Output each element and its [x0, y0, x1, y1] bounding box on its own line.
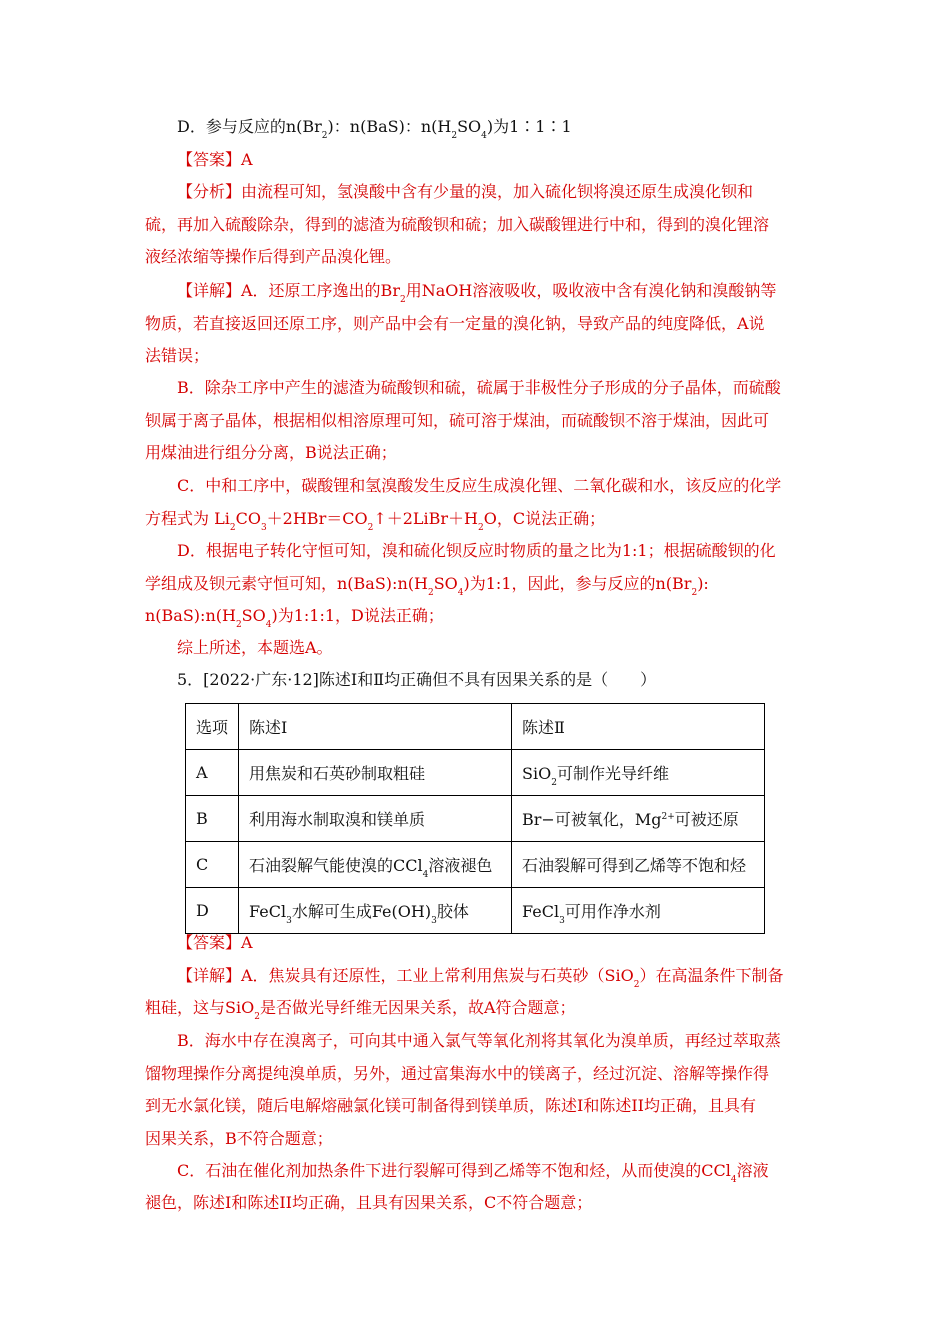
- subscript: 2: [321, 131, 328, 141]
- subscript: 4: [265, 620, 272, 630]
- detail-c-line-1: C．中和工序中，碳酸锂和氢溴酸发生反应生成溴化锂、二氧化碳和水，该反应的化学: [177, 476, 782, 495]
- subscript: 3: [559, 916, 565, 926]
- subscript: 2: [254, 1012, 260, 1022]
- detail-d-line-3: [145, 606, 444, 629]
- text: ↑＋2LiBr＋H: [373, 509, 479, 528]
- analysis-line-3: 液经浓缩等操作后得到产品溴化锂。: [145, 247, 402, 266]
- subscript: 2: [691, 588, 698, 598]
- analysis-line-1: 【分析】由流程可知，氢溴酸中含有少量的溴，加入硫化钡将溴还原生成溴化钡和: [177, 182, 754, 201]
- subscript: 2: [451, 131, 458, 141]
- text: 【详解】A．焦炭具有还原性，工业上常利用焦炭与石英砂（SiO: [177, 966, 634, 985]
- text: FeCl: [249, 902, 287, 921]
- table-cell-statement-1: [239, 888, 512, 934]
- text: ＋2HBr＝CO: [266, 509, 368, 528]
- detail-a-line-3: 法错误；: [145, 346, 210, 365]
- text: 【详解】A．还原工序逸出的Br: [177, 281, 400, 300]
- table-cell-statement-1: 用焦炭和石英砂制取粗硅: [239, 750, 512, 796]
- q5-detail-c-line-1: [177, 1161, 769, 1184]
- text: SiO: [522, 764, 552, 783]
- table-cell-statement-2: [512, 796, 765, 842]
- table-cell-statement-2: 石油裂解可得到乙烯等不饱和烃: [512, 842, 765, 888]
- subscript: 4: [730, 1175, 737, 1185]
- table-cell-option: C: [186, 842, 239, 888]
- subscript: 2: [235, 620, 242, 630]
- table-cell-option: A: [186, 750, 239, 796]
- table-header-cell: 陈述Ⅱ: [512, 704, 765, 750]
- detail-d-line-2: [145, 574, 709, 597]
- subscript: 2: [478, 523, 484, 533]
- table-header-cell: 陈述Ⅰ: [239, 704, 512, 750]
- text: )为1:1:1，D说法正确；: [271, 606, 444, 625]
- table-cell-option: B: [186, 796, 239, 842]
- q5-detail-a-line-2: [145, 998, 576, 1021]
- table-cell-statement-2: [512, 750, 765, 796]
- text: Br−可被氧化，Mg: [522, 810, 662, 829]
- text: ):: [697, 574, 709, 593]
- text: 学组成及钡元素守恒可知，n(BaS):n(H: [145, 574, 428, 593]
- detail-b-line-2: 钡属于离子晶体，根据相似相溶原理可知，硫可溶于煤油，而硫酸钡不溶于煤油，因此可: [145, 411, 770, 430]
- analysis-line-2: 硫，再加入硫酸除杂，得到的滤渣为硫酸钡和硫；加入碳酸锂进行中和，得到的溴化锂溶: [145, 215, 770, 234]
- q5-detail-b-line-2: 馏物理操作分离提纯溴单质，另外，通过富集海水中的镁离子，经过沉淀、溶解等操作得: [145, 1064, 770, 1083]
- statements-table: [185, 703, 765, 934]
- subscript: 4: [457, 588, 464, 598]
- text: 可用作净水剂: [564, 902, 661, 921]
- table-row: [186, 842, 765, 888]
- option-d-line: [177, 117, 572, 140]
- text: 粗硅，这与SiO: [145, 998, 255, 1017]
- subscript: 4: [481, 131, 487, 141]
- table-cell-statement-2: [512, 888, 765, 934]
- subscript: 2: [367, 523, 374, 533]
- text: ）在高温条件下制备: [639, 966, 784, 985]
- text: 水解可生成Fe(OH): [291, 902, 432, 921]
- subscript: 2: [427, 588, 434, 598]
- superscript: 2+: [661, 812, 675, 822]
- q5-detail-b-line-4: 因果关系，B不符合题意；: [145, 1129, 333, 1148]
- text: 可制作光导纤维: [556, 764, 669, 783]
- question-5-stem: 5．[2022·广东·12]陈述Ⅰ和Ⅱ均正确但不具有因果关系的是（ ）: [177, 670, 657, 689]
- detail-b-line-1: B．除杂工序中产生的滤渣为硫酸钡和硫，硫属于非极性分子形成的分子晶体，而硫酸: [177, 378, 781, 397]
- q5-detail-b-line-3: 到无水氯化镁，随后电解熔融氯化镁可制备得到镁单质，陈述I和陈述II均正确，且具有: [145, 1096, 756, 1115]
- table-row: [186, 796, 765, 842]
- q5-detail-c-line-2: 褪色，陈述I和陈述II均正确，且具有因果关系，C不符合题意；: [145, 1193, 593, 1212]
- subscript: 3: [260, 523, 267, 533]
- text: FeCl: [522, 902, 560, 921]
- table-cell-option: D: [186, 888, 239, 934]
- table-cell-statement-1: 利用海水制取溴和镁单质: [239, 796, 512, 842]
- detail-c-line-2: [145, 509, 605, 532]
- text: 用NaOH溶液吸收，吸收液中含有溴化钠和溴酸钠等: [405, 281, 777, 300]
- text: )为1:1，因此，参与反应的n(Br: [463, 574, 692, 593]
- subscript: 2: [633, 980, 640, 990]
- detail-a-line-2: 物质，若直接返回还原工序，则产品中会有一定量的溴化钠，导致产品的纯度降低，A说: [145, 314, 765, 333]
- subscript: 3: [431, 916, 437, 926]
- text: 胶体: [436, 902, 469, 921]
- q5-detail-b-line-1: B．海水中存在溴离子，可向其中通入氯气等氧化剂将其氧化为溴单质，再经过萃取蒸: [177, 1031, 781, 1050]
- text: 溶液: [736, 1161, 769, 1180]
- text: O，C说法正确；: [483, 509, 606, 528]
- table-row: [186, 888, 765, 934]
- table-row: [186, 750, 765, 796]
- text: SO: [433, 574, 458, 593]
- text: )为1∶1∶1: [486, 117, 572, 136]
- subscript: 2: [399, 295, 406, 305]
- detail-d-line-1: D．根据电子转化守恒可知，溴和硫化钡反应时物质的量之比为1:1；根据硫酸钡的化: [177, 541, 776, 560]
- table-header-cell: 选项: [186, 704, 239, 750]
- q5-answer-label: 【答案】A: [177, 933, 253, 952]
- text: 溶液褪色: [428, 856, 493, 875]
- text: D．参与反应的n(Br: [177, 117, 322, 136]
- text: SO: [457, 117, 482, 136]
- text: 可被还原: [674, 810, 739, 829]
- text: CO: [235, 509, 261, 528]
- text: SO: [241, 606, 266, 625]
- text: )：n(BaS)：n(H: [327, 117, 452, 136]
- subscript: 4: [422, 870, 429, 880]
- q5-detail-a-line-1: [177, 966, 784, 989]
- subscript: 2: [229, 523, 236, 533]
- answer-label: 【答案】A: [177, 150, 253, 169]
- text: 石油裂解气能使溴的CCl: [249, 856, 423, 875]
- text: n(BaS):n(H: [145, 606, 236, 625]
- detail-a-line-1: [177, 281, 776, 304]
- text: C．石油在催化剂加热条件下进行裂解可得到乙烯等不饱和烃，从而使溴的CCl: [177, 1161, 731, 1180]
- subscript: 3: [286, 916, 292, 926]
- summary: 综上所述，本题选A。: [177, 638, 333, 657]
- text: 方程式为 Li: [145, 509, 230, 528]
- table-header-row: [186, 704, 765, 750]
- text: 是否做光导纤维无因果关系，故A符合题意；: [259, 998, 576, 1017]
- table-cell-statement-1: [239, 842, 512, 888]
- subscript: 2: [551, 778, 557, 788]
- detail-b-line-3: 用煤油进行组分分离，B说法正确；: [145, 443, 397, 462]
